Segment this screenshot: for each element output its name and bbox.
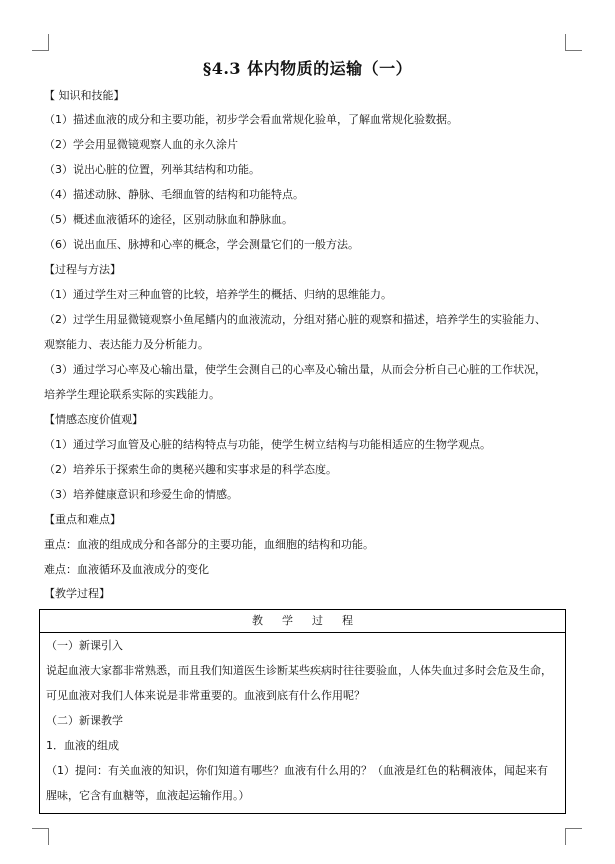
list-item: 重点：血液的组成成分和各部分的主要功能，血细胞的结构和功能。 — [44, 538, 374, 551]
table-line: （二）新课教学 — [46, 714, 123, 727]
table-line: 可见血液对我们人体来说是非常重要的。血液到底有什么作用呢？ — [46, 689, 365, 702]
section-heading-key-points: 【重点和难点】 — [44, 513, 121, 526]
crop-mark-bottom-left — [32, 828, 49, 845]
list-item: （1）通过学习血管及心脏的结构特点与功能，使学生树立结构与功能相适应的生物学观点。 — [44, 438, 491, 451]
section-heading-process: 【过程与方法】 — [44, 263, 121, 276]
crop-mark-bottom-right — [565, 828, 582, 845]
teaching-process-table — [39, 609, 566, 814]
section-heading-attitude: 【情感态度价值观】 — [44, 413, 143, 426]
list-item: （3）通过学习心率及心输出量，使学生会测自己的心率及心输出量，从而会分析自己心脏的工作状况， — [44, 363, 546, 376]
list-item: 观察能力、表达能力及分析能力。 — [44, 338, 209, 351]
table-line: 1．血液的组成 — [46, 739, 119, 752]
table-line: 腥味，它含有血糖等，血液起运输作用。） — [46, 789, 250, 802]
table-line: （1）提问：有关血液的知识，你们知道有哪些？血液有什么用的？（血液是红色的粘稠液体，闻起来有 — [46, 764, 548, 777]
table-header: 教学过程 — [40, 610, 565, 633]
list-item: （2）培养乐于探索生命的奥秘兴趣和实事求是的科学态度。 — [44, 463, 337, 476]
list-item: 培养学生理论联系实际的实践能力。 — [44, 388, 220, 401]
list-item: （2）学会用显微镜观察人血的永久涂片 — [44, 138, 238, 151]
list-item: （3）培养健康意识和珍爱生命的情感。 — [44, 488, 238, 501]
list-item: （6）说出血压、脉搏和心率的概念，学会测量它们的一般方法。 — [44, 238, 359, 251]
section-heading-knowledge: 【 知识和技能】 — [44, 89, 125, 102]
page-title: §4.3 体内物质的运输（一） — [202, 59, 413, 78]
crop-mark-top-right — [565, 34, 582, 51]
list-item: （1）通过学生对三种血管的比较，培养学生的概括、归纳的思维能力。 — [44, 288, 392, 301]
list-item: （5）概述血液循环的途径，区别动脉血和静脉血。 — [44, 213, 293, 226]
table-line: 说起血液大家都非常熟悉，而且我们知道医生诊断某些疾病时往往要验血，人体失血过多时会危及生命， — [46, 664, 552, 677]
list-item: 难点：血液循环及血液成分的变化 — [44, 563, 209, 576]
section-heading-teaching-process: 【教学过程】 — [44, 587, 110, 600]
list-item: （1）描述血液的成分和主要功能，初步学会看血常规化验单，了解血常规化验数据。 — [44, 113, 458, 126]
crop-mark-top-left — [32, 34, 49, 51]
table-line: （一）新课引入 — [46, 639, 123, 652]
list-item: （3）说出心脏的位置，列举其结构和功能。 — [44, 163, 260, 176]
list-item: （2）过学生用显微镜观察小鱼尾鳍内的血液流动，分组对猪心脏的观察和描述，培养学生的实验能力、 — [44, 313, 546, 326]
list-item: （4）描述动脉、静脉、毛细血管的结构和功能特点。 — [44, 188, 304, 201]
